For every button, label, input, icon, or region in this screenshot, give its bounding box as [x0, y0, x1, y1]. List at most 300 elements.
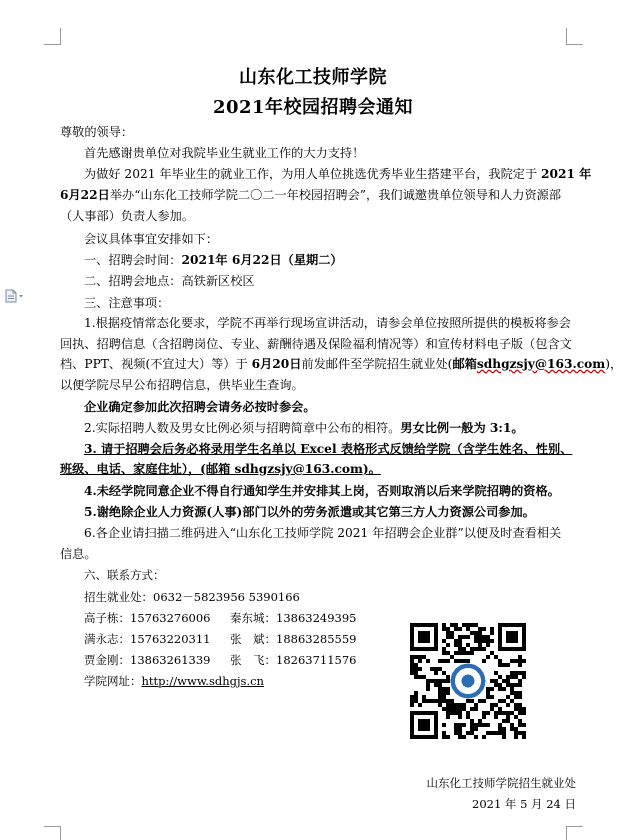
qr-module: [482, 635, 486, 639]
contact-phone: 18863285559: [276, 632, 357, 646]
qr-module: [470, 651, 474, 655]
qr-module: [418, 667, 422, 671]
document-icon[interactable]: [4, 288, 26, 302]
qr-module: [426, 699, 430, 703]
qr-module: [454, 651, 458, 655]
note2-ratio: 男女比例一般为 3:1。: [400, 421, 524, 435]
qr-module: [514, 683, 518, 687]
qr-module: [494, 703, 498, 707]
qr-module: [510, 659, 514, 663]
qr-module: [518, 659, 522, 663]
qr-module: [466, 643, 470, 647]
qr-module: [462, 623, 466, 627]
qr-module: [442, 731, 446, 735]
qr-finder-inner: [418, 631, 430, 643]
qr-module: [414, 695, 418, 699]
qr-module: [434, 667, 438, 671]
note6-line-1: 6.各企业请扫描二维码进入“山东化工技师学院 2021 年招聘会企业群”以便及时查看相关: [84, 526, 562, 540]
qr-module: [466, 627, 470, 631]
qr-module: [458, 703, 462, 707]
qr-module: [506, 679, 510, 683]
qr-module: [474, 647, 478, 651]
qr-module: [506, 683, 510, 687]
arrangement-heading: 会议具体事宜安排如下：: [84, 232, 219, 246]
qr-module: [442, 691, 446, 695]
qr-module: [510, 687, 514, 691]
corner-mark-bottom-right: [566, 826, 583, 840]
qr-module: [446, 659, 450, 663]
qr-module: [506, 715, 510, 719]
contact-name: 贾金刚：: [84, 653, 130, 667]
qr-module: [498, 711, 502, 715]
qr-module: [474, 703, 478, 707]
qr-module: [442, 723, 446, 727]
qr-module: [486, 655, 490, 659]
qr-module: [450, 631, 454, 635]
qr-module: [510, 691, 514, 695]
qr-module: [418, 659, 422, 663]
qr-module: [514, 715, 518, 719]
note3-line-2: 班级、电话、家庭住址），(邮箱 sdhgzsjy@163.com)。: [60, 462, 381, 476]
contact-phone: 15763220311: [130, 632, 211, 646]
qr-module: [466, 715, 470, 719]
title-line-2: 2021年校园招聘会通知: [212, 97, 414, 118]
qr-module: [470, 723, 474, 727]
office-label: 招生就业处：: [84, 590, 153, 604]
qr-module: [490, 679, 494, 683]
qr-module: [446, 675, 450, 679]
intro-text-2: 举办“山东化工技师学院二〇二一年校园招聘会”，我们诚邀贵单位领导和人力资源部: [109, 188, 562, 202]
qr-module: [486, 691, 490, 695]
qr-module: [470, 631, 474, 635]
qr-module: [486, 635, 490, 639]
qr-module: [446, 735, 450, 739]
qr-module: [446, 707, 450, 711]
corner-mark-bottom-left: [44, 826, 61, 840]
qr-module: [490, 707, 494, 711]
note1-text-f: )，: [605, 357, 623, 371]
qr-module: [494, 711, 498, 715]
contact-phone: 18263711576: [276, 653, 357, 667]
qr-module: [454, 639, 458, 643]
note1-line-3: [60, 356, 623, 373]
qr-module: [466, 651, 470, 655]
qr-module: [478, 643, 482, 647]
qr-module: [502, 719, 506, 723]
qr-module: [458, 715, 462, 719]
qr-module: [506, 703, 510, 707]
qr-module: [474, 727, 478, 731]
qr-module: [490, 695, 494, 699]
qr-module: [482, 639, 486, 643]
qr-module: [506, 663, 510, 667]
qr-module: [462, 735, 466, 739]
qr-module: [446, 691, 450, 695]
qr-module: [490, 703, 494, 707]
qr-module: [434, 699, 438, 703]
qr-module: [430, 667, 434, 671]
qr-module: [434, 679, 438, 683]
qr-module: [458, 643, 462, 647]
qr-module: [494, 655, 498, 659]
qr-module: [450, 635, 454, 639]
qr-module: [450, 711, 454, 715]
qr-module: [442, 679, 446, 683]
qr-module: [510, 699, 514, 703]
qr-module: [514, 707, 518, 711]
contact-phone: 13863261339: [130, 653, 211, 667]
qr-module: [450, 699, 454, 703]
qr-module: [514, 671, 518, 675]
qr-module: [454, 727, 458, 731]
title-line-1: 山东化工技师学院: [239, 67, 387, 88]
qr-module: [422, 655, 426, 659]
qr-module: [506, 695, 510, 699]
note1-deadline: 6月20日: [251, 357, 302, 371]
qr-module: [414, 663, 418, 667]
qr-module: [450, 707, 454, 711]
qr-module: [458, 735, 462, 739]
qr-module: [442, 687, 446, 691]
qr-module: [470, 699, 474, 703]
place-line: 二、招聘会地点：高铁新区校区: [84, 274, 255, 288]
qr-module: [446, 651, 450, 655]
qr-module: [442, 623, 446, 627]
signature-date: 2021 年 5 月 24 日: [472, 797, 576, 811]
qr-module: [482, 723, 486, 727]
qr-module: [442, 699, 446, 703]
qr-module: [478, 635, 482, 639]
school-logo-center: [462, 675, 475, 688]
qr-module: [490, 731, 494, 735]
qr-module: [494, 679, 498, 683]
qr-module: [462, 635, 466, 639]
contact-name: 秦东城：: [230, 611, 276, 625]
qr-module: [522, 671, 526, 675]
qr-module: [462, 659, 466, 663]
qr-module: [522, 711, 526, 715]
qr-module: [454, 711, 458, 715]
qr-module: [482, 659, 486, 663]
qr-module: [450, 703, 454, 707]
qr-module: [442, 651, 446, 655]
note3-line-1: 3. 请于招聘会后务必将录用学生名单以 Excel 表格形式反馈给学院（含学生姓名、性别、: [84, 442, 573, 456]
qr-module: [410, 703, 414, 707]
note1-text-a: 档、PPT、视频(不宜过大）等）于: [60, 357, 252, 371]
qr-module: [486, 723, 490, 727]
qr-module: [426, 683, 430, 687]
qr-module: [494, 715, 498, 719]
qr-module: [478, 699, 482, 703]
qr-module: [498, 663, 502, 667]
website-label: 学院网址：: [84, 674, 142, 688]
qr-module: [502, 663, 506, 667]
qr-module: [486, 687, 490, 691]
qr-module: [522, 731, 526, 735]
qr-module: [470, 707, 474, 711]
qr-finder-inner: [506, 631, 518, 643]
qr-module: [514, 691, 518, 695]
qr-module: [510, 675, 514, 679]
note6-line-2: 信息。: [60, 547, 97, 561]
corner-mark-top-right: [566, 28, 583, 45]
qr-module: [486, 695, 490, 699]
qr-module: [454, 703, 458, 707]
qr-module: [478, 639, 482, 643]
qr-module: [506, 675, 510, 679]
qr-module: [442, 707, 446, 711]
website-link[interactable]: http://www.sdhgjs.cn: [141, 674, 264, 688]
office-phone: 0632－5823956 5390166: [153, 590, 300, 604]
qr-module: [442, 639, 446, 643]
intro-line-2: [60, 187, 590, 204]
qr-module: [422, 675, 426, 679]
notes-heading: 三、注意事项：: [84, 296, 170, 310]
qr-module: [474, 639, 478, 643]
qr-module: [514, 727, 518, 731]
qr-module: [458, 707, 462, 711]
qr-module: [486, 711, 490, 715]
qr-module: [446, 631, 450, 635]
qr-module: [502, 711, 506, 715]
contact-name: 高子栋：: [84, 611, 130, 625]
qr-module: [414, 691, 418, 695]
qr-module: [458, 731, 462, 735]
qr-module: [446, 643, 450, 647]
qr-module: [482, 647, 486, 651]
qr-module: [518, 703, 522, 707]
qr-module: [438, 683, 442, 687]
qr-module: [502, 699, 506, 703]
qr-module: [418, 675, 422, 679]
qr-module: [438, 667, 442, 671]
qr-module: [446, 687, 450, 691]
qr-module: [506, 711, 510, 715]
contact-heading: 六、联系方式：: [84, 568, 165, 582]
qr-module: [446, 711, 450, 715]
qr-module: [478, 631, 482, 635]
contact-phone: 13863249395: [276, 611, 357, 625]
qr-module: [498, 659, 502, 663]
contact-person: [84, 631, 210, 648]
qr-module: [414, 699, 418, 703]
qr-module: [414, 667, 418, 671]
qr-module: [470, 727, 474, 731]
qr-module: [462, 647, 466, 651]
qr-module: [410, 655, 414, 659]
qr-module: [490, 651, 494, 655]
qr-module: [442, 695, 446, 699]
qr-module: [458, 711, 462, 715]
qr-module: [442, 627, 446, 631]
qr-module: [498, 731, 502, 735]
intro-line-1: [84, 166, 614, 183]
qr-module: [498, 699, 502, 703]
website-line: [84, 673, 264, 690]
qr-module: [410, 695, 414, 699]
contact-person: [230, 631, 356, 648]
intro-line-3: （人事部）负责人参加。: [60, 209, 195, 223]
qr-module: [518, 695, 522, 699]
qr-module: [466, 731, 470, 735]
contact-person: [84, 652, 210, 669]
qr-module: [482, 699, 486, 703]
note1-email[interactable]: sdhgzsjy@163.com: [476, 357, 606, 371]
qr-module: [510, 723, 514, 727]
qr-module: [426, 659, 430, 663]
qr-module: [522, 659, 526, 663]
qr-module: [458, 639, 462, 643]
qr-module: [410, 663, 414, 667]
qr-module: [458, 659, 462, 663]
qr-module: [518, 679, 522, 683]
qr-module: [442, 659, 446, 663]
qr-module: [518, 671, 522, 675]
qr-module: [454, 707, 458, 711]
intro-year: 2021 年: [541, 167, 592, 181]
qr-module: [514, 731, 518, 735]
qr-module: [522, 675, 526, 679]
qr-module: [458, 727, 462, 731]
qr-module: [426, 679, 430, 683]
qr-module: [474, 735, 478, 739]
qr-module: [494, 731, 498, 735]
qr-module: [514, 675, 518, 679]
qr-module: [474, 707, 478, 711]
qr-module: [490, 639, 494, 643]
qr-module: [470, 647, 474, 651]
qr-module: [446, 699, 450, 703]
qr-module: [410, 671, 414, 675]
qr-module: [410, 667, 414, 671]
contact-name: 满永志：: [84, 632, 130, 646]
thanks-paragraph: 首先感谢贵单位对我院毕业生就业工作的大力支持！: [84, 146, 365, 160]
qr-module: [434, 671, 438, 675]
qr-module: [478, 723, 482, 727]
qr-module: [498, 723, 502, 727]
qr-module: [458, 723, 462, 727]
qr-module: [478, 627, 482, 631]
qr-module: [438, 703, 442, 707]
qr-module: [414, 671, 418, 675]
qr-module: [466, 659, 470, 663]
note2-line: [84, 420, 614, 437]
qr-module: [522, 735, 526, 739]
qr-module: [414, 655, 418, 659]
qr-module: [442, 647, 446, 651]
qr-module: [430, 679, 434, 683]
contact-name: 张 飞：: [230, 653, 276, 667]
qr-module: [446, 627, 450, 631]
qr-module: [490, 627, 494, 631]
qr-module: [446, 635, 450, 639]
qr-module: [502, 727, 506, 731]
qr-module: [462, 723, 466, 727]
qr-module: [518, 731, 522, 735]
qr-module: [498, 707, 502, 711]
qr-module: [502, 731, 506, 735]
qr-module: [438, 679, 442, 683]
qr-module: [510, 683, 514, 687]
qr-module: [510, 711, 514, 715]
qr-module: [438, 691, 442, 695]
qr-module: [454, 723, 458, 727]
qr-module: [474, 723, 478, 727]
note1-line-1: 1.根据疫情常态化要求，学院不再举行现场宣讲活动，请参会单位按照所提供的模板将参会: [84, 316, 571, 330]
note1-email-label: 邮箱: [452, 357, 477, 371]
contact-person: [230, 610, 356, 627]
qr-module: [430, 699, 434, 703]
qr-module: [518, 711, 522, 715]
qr-module: [450, 655, 454, 659]
qr-module: [482, 735, 486, 739]
note1-line-2: 回执、招聘信息（含招聘岗位、专业、薪酬待遇及保险福利情况等）和宣传材料电子版（包含文: [60, 337, 572, 351]
qr-module: [450, 623, 454, 627]
qr-module: [418, 703, 422, 707]
qr-module: [498, 727, 502, 731]
qr-module: [442, 671, 446, 675]
qr-module: [490, 631, 494, 635]
signature-org: 山东化工技师学院招生就业处: [426, 776, 576, 790]
qr-module: [502, 735, 506, 739]
qr-module: [518, 707, 522, 711]
qr-module: [462, 651, 466, 655]
qr-module: [514, 703, 518, 707]
qr-module: [498, 687, 502, 691]
qr-module: [446, 703, 450, 707]
qr-module: [510, 727, 514, 731]
contact-phone: 15763276006: [130, 611, 211, 625]
qr-module: [514, 659, 518, 663]
contact-person: [84, 610, 210, 627]
qr-module: [498, 683, 502, 687]
qr-module: [458, 647, 462, 651]
qr-module: [502, 679, 506, 683]
qr-module: [470, 719, 474, 723]
qr-module: [422, 699, 426, 703]
qr-module: [462, 703, 466, 707]
intro-date: 6月22日: [60, 188, 110, 202]
note4-line: 4.未经学院同意企业不得自行通知学生并安排其上岗，否则取消以后来学院招聘的资格。: [84, 484, 560, 498]
qr-module: [498, 675, 502, 679]
note1-line-4: 以便学院尽早公布招聘信息，供毕业生查询。: [60, 378, 304, 392]
note1-text-c: 前发邮件至学院招生就业处(: [301, 357, 453, 371]
corner-mark-top-left: [44, 28, 61, 45]
qr-module: [522, 723, 526, 727]
qr-module: [462, 707, 466, 711]
qr-module: [478, 647, 482, 651]
qr-module: [458, 627, 462, 631]
qr-module: [438, 687, 442, 691]
qr-module: [470, 731, 474, 735]
office-contact: [84, 589, 300, 606]
qr-module: [494, 671, 498, 675]
qr-module: [518, 719, 522, 723]
qr-module: [454, 643, 458, 647]
qr-module: [514, 695, 518, 699]
confirm-attendance-note: 企业确定参加此次招聘会请务必按时参会。: [84, 400, 316, 414]
qr-module: [494, 683, 498, 687]
qr-module: [518, 691, 522, 695]
qr-module: [434, 683, 438, 687]
qr-module: [482, 711, 486, 715]
qr-module: [474, 631, 478, 635]
qr-module: [486, 639, 490, 643]
qr-module: [458, 651, 462, 655]
note2-text: 2.实际招聘人数及男女比例必须与招聘简章中公布的相符。: [84, 421, 401, 435]
qr-module: [446, 715, 450, 719]
qr-module: [418, 655, 422, 659]
